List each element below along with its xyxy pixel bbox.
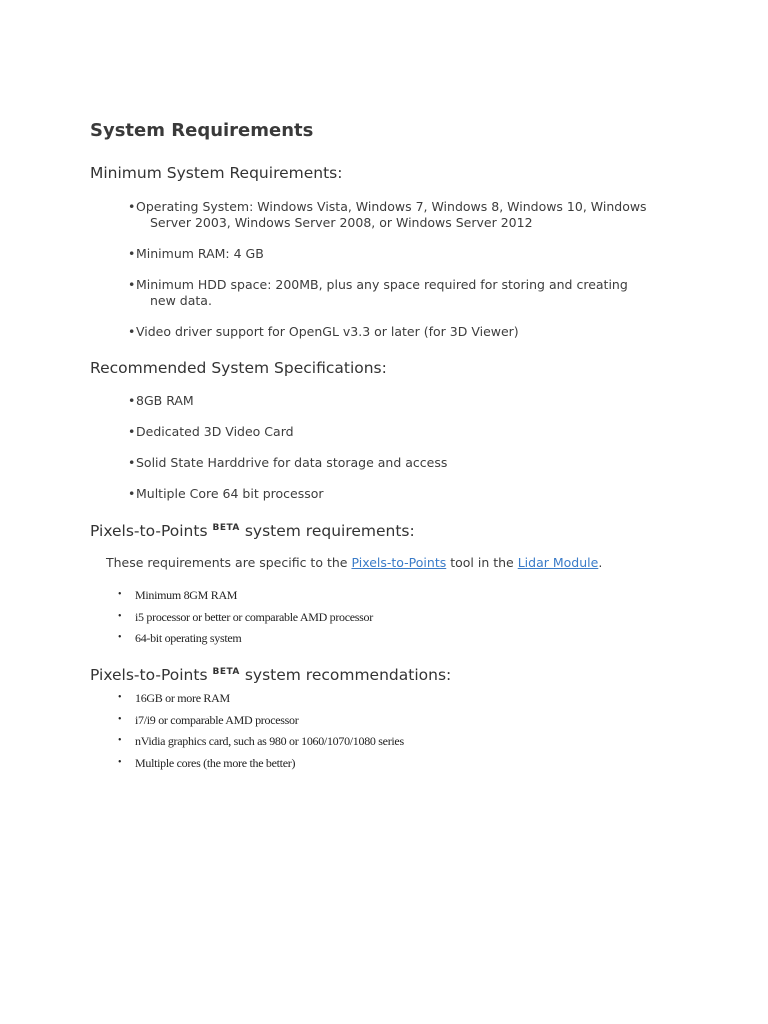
ptp-requirements-list bbox=[118, 587, 373, 652]
list-item: • i7/i9 or comparable AMD processor bbox=[118, 712, 299, 727]
ptp-requirements-heading: Pixels-to-Points $^{BETA}$ system requirements: bbox=[90, 522, 415, 540]
minimum-requirements-list bbox=[128, 199, 676, 355]
list-item: • Multiple Core 64 bit processor bbox=[128, 486, 324, 501]
bullet: • bbox=[128, 199, 136, 214]
list-item: • 8GB RAM bbox=[128, 393, 194, 408]
bullet: • bbox=[118, 735, 122, 747]
recommended-specs-list bbox=[128, 393, 676, 517]
list-item: • Minimum RAM: 4 GB bbox=[128, 246, 264, 261]
bullet: • bbox=[118, 713, 122, 725]
lidar-module-link[interactable]: Lidar Module bbox=[517, 555, 599, 570]
beta-badge: BETA bbox=[212, 667, 240, 677]
bullet: • bbox=[128, 424, 136, 439]
bullet: • bbox=[118, 632, 122, 644]
list-item: • 64-bit operating system bbox=[118, 631, 242, 646]
bullet: • bbox=[128, 246, 136, 261]
beta-badge: BETA bbox=[212, 523, 240, 533]
bullet: • bbox=[128, 455, 136, 470]
list-item: • Dedicated 3D Video Card bbox=[128, 424, 294, 439]
bullet: • bbox=[118, 692, 122, 703]
bullet: • bbox=[118, 757, 122, 769]
minimum-requirements-heading: Minimum System Requirements: bbox=[90, 164, 343, 182]
list-item: • nVidia graphics card, such as 980 or 1060/1070/1080 series bbox=[118, 734, 404, 749]
recommended-specs-heading: Recommended System Specifications: bbox=[90, 359, 387, 377]
bullet: • bbox=[128, 324, 136, 339]
ptp-recommendations-list bbox=[118, 690, 404, 777]
list-item: • Minimum 8GM RAM bbox=[118, 588, 238, 602]
list-item: • Video driver support for OpenGL v3.3 or later (for 3D Viewer) bbox=[128, 324, 519, 339]
list-item: • Solid State Harddrive for data storage and access bbox=[128, 455, 448, 470]
pixels-to-points-link[interactable]: Pixels-to-Points bbox=[351, 555, 447, 570]
list-item: • Minimum HDD space: 200MB, plus any space required for storing and creating new data. bbox=[128, 277, 628, 308]
list-item: • i5 processor or better or comparable AMD processor bbox=[118, 609, 373, 624]
list-item: • 16GB or more RAM bbox=[118, 691, 230, 705]
bullet: • bbox=[128, 393, 136, 408]
ptp-recommendations-heading: Pixels-to-Points $^{BETA}$ system recommendations: bbox=[90, 666, 452, 684]
ptp-intro: These requirements are specific to the Pixels-to-Points tool in the Lidar Module. bbox=[106, 555, 603, 570]
bullet: • bbox=[118, 610, 122, 622]
bullet: • bbox=[128, 277, 136, 292]
page-title: System Requirements bbox=[90, 120, 314, 141]
list-item: • Operating System: Windows Vista, Windows 7, Windows 8, Windows 10, Windows Server 2003, Windows Server 2008, or Windows Server 2012 bbox=[128, 199, 647, 230]
bullet: • bbox=[128, 486, 136, 501]
list-item: • Multiple cores (the more the better) bbox=[118, 756, 296, 771]
bullet: • bbox=[118, 589, 122, 600]
